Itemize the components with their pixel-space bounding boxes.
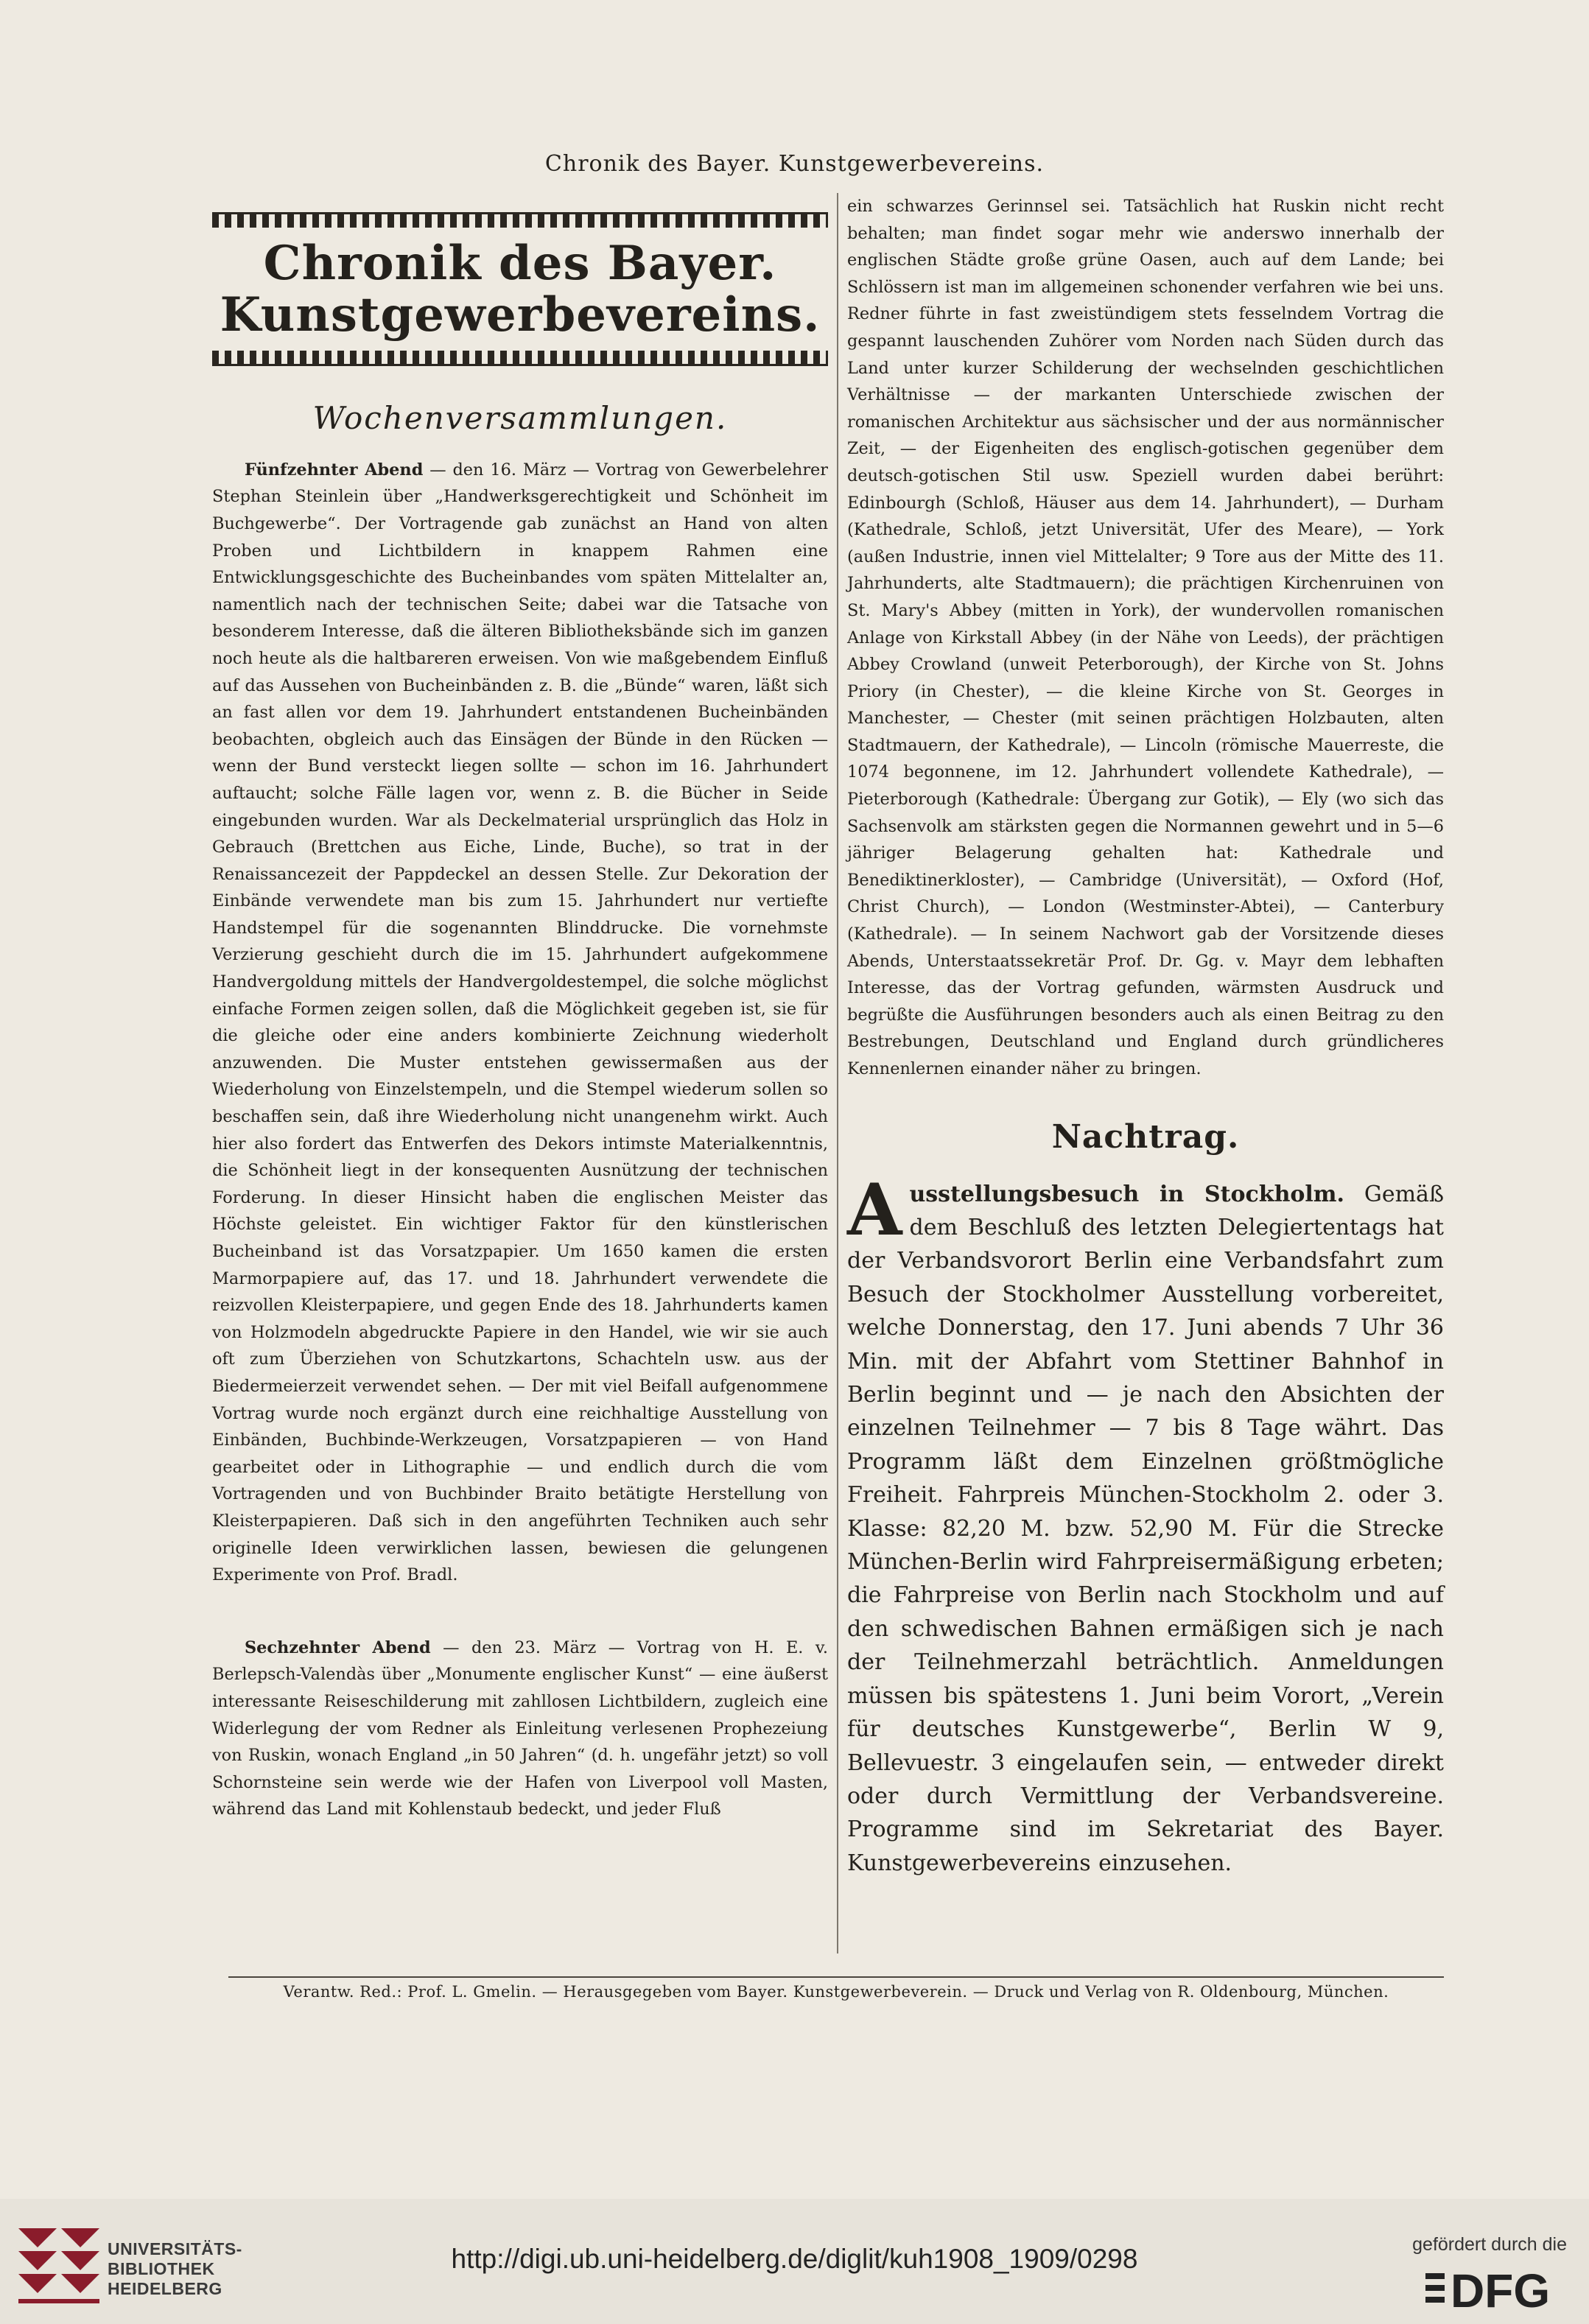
paragraph-nachtrag	[847, 1168, 1444, 1881]
dfg-logo-text: DFG	[1451, 2264, 1551, 2313]
paragraph-continuation: ein schwarzes Gerinnsel sei. Tatsächlich hat Ruskin nicht recht behalten; man findet sogar mehr wie anderswo innerhalb der englischen Städte große grüne Oasen, auch auf dem Lande; bei Schlössern ist man im allgemeinen schonender verfahren wie bei uns. Redner führte in fast zweistündigem stets fesselndem Vortrag die gespannt lauschenden Zuhörer vom Norden nach Süden durch das Land unter kurzer Schilderung der wechselnden geschichtlichen Verhältnisse — der markanten Unterschiede zwischen der romanischen Architektur aus sächsischer und der aus normännischer Zeit, — der Eigenheiten des englisch-gotischen gegenüber dem deutsch-gotischen Stil usw. Speziell wurden dabei berührt: Edinbourgh (Schloß, Häuser aus dem 14. Jahrhundert), — Durham (Kathedrale, Schloß, jetzt Universität, Ufer des Meare), — York (außen Industrie, innen viel Mittelalter; 9 Tore aus der Mitte des 11. Jahrhunderts, alte Stadtmauern); die prächtigen Kirchenruinen von St. Mary's Abbey (mitten in York), der wundervollen romanischen Anlage von Kirkstall Abbey (in der Nähe von Leeds), der prächtigen Abbey Crowland (unweit Peterborough), der Kirche von St. Johns Priory (in Chester), — die kleine Kirche von St. Georges in Manchester, — Chester (mit seinen prächtigen Holzbauten, alten Stadtmauern, der Kathedrale), — Lincoln (römische Mauerreste, die 1074 begonnene, im 12. Jahrhundert vollendete Kathedrale), — Pieterborough (Kathedrale: Übergang zur Gotik), — Ely (wo sich das Sachsenvolk am stärksten gegen die Normannen gewehrt und in 5—6 jähriger Belagerung gehalten hat: Kathedrale und Benediktinerkloster), — Cambridge (Universität), — Oxford (Hof, Christ Church), — London (Westminster-Abtei), — Canterbury (Kathedrale). — In seinem Nachwort gab der Vorsitzende dieses Abends, Unterstaatssekretär Prof. Dr. Gg. v. Mayr dem lebhaften Interesse, das der Vortrag gefunden, wärmsten Ausdruck und begrüßte die Ausführungen besonders auch als einen Beitrag zu den Bestrebungen, Deutschland und England durch gründlicheres Kennenlernen einander näher zu bringen.	[847, 197, 1444, 1078]
paragraph-fifteenth-evening	[212, 457, 828, 1589]
left-column	[212, 212, 828, 1823]
library-line-3: HEIDELBERG	[108, 2279, 222, 2298]
paragraph-lead: usstellungsbesuch in Stockholm.	[909, 1181, 1344, 1207]
paragraph-lead: Sechzehnter Abend	[245, 1637, 431, 1657]
running-head: Chronik des Bayer. Kunstgewerbevereins.	[544, 151, 1045, 177]
library-line-1: UNIVERSITÄTS-	[108, 2239, 242, 2258]
masthead-title: Chronik des Bayer. Kunstgewerbevereins.	[220, 236, 821, 343]
ornament-bottom	[212, 351, 828, 366]
paragraph-body: — den 23. März — Vortrag von H. E. v. Berlepsch-Valendàs über „Monumente englischer Kunst“ — eine äußerst interessante Reiseschilderung mit zahllosen Lichtbildern, zugleich eine Widerlegung der vom Redner als Einleitung verlesenen Prophezeiung von Ruskin, wonach England „in 50 Jahren“ (d. h. ungefähr jetzt) so voll Schornsteine sein werde wie der Hafen von Liverpool voll Masten, während das Land mit Kohlenstaub bedeckt, und jeder Fluß	[212, 1637, 828, 1819]
nachtrag-title: Nachtrag.	[1051, 1117, 1240, 1156]
dfg-logo-icon	[1425, 2263, 1565, 2313]
permalink-url[interactable]: http://digi.ub.uni-heidelberg.de/diglit/kuh1908_1909/0298	[451, 2244, 1138, 2274]
drop-cap: A	[847, 1168, 902, 1251]
paragraph-sixteenth-evening	[212, 1635, 828, 1823]
footer-rule	[228, 1976, 1444, 1978]
library-line-2: BIBLIOTHEK	[108, 2259, 215, 2278]
section-title: Wochenversammlungen.	[312, 399, 728, 436]
paragraph-body: — den 16. März — Vortrag von Gewerbelehrer Stephan Steinlein über „Handwerksgerechtigkeit und Schönheit im Buchgewerbe“. Der Vortragende gab zunächst an Hand von alten Proben und Lichtbildern in knappem Rahmen eine Entwicklungsgeschichte des Bucheinbandes vom späten Mittelalter an, namentlich nach der technischen Seite; dabei war die Tatsache von besonderem Interesse, daß die älteren Bibliotheksbände sich im ganzen noch heute als die haltbareren erweisen. Von wie maßgebendem Einfluß auf das Aussehen von Bucheinbänden z. B. die „Bünde“ waren, läßt sich an fast allen vor dem 19. Jahrhundert entstandenen Bucheinbänden beobachten, obgleich auch das Einsägen der Bünde in den Rücken — wenn der Bund versteckt liegen sollte — schon im 16. Jahrhundert auftaucht; solche Fälle lagen vor, wenn z. B. die Bücher in Seide eingebunden wurden. War als Deckelmaterial ursprünglich das Holz in Gebrauch (Brettchen aus Eiche, Linde, Buche), so trat in der Renaissancezeit der Pappdeckel an dessen Stelle. Zur Dekoration der Einbände verwendete man bis zum 15. Jahrhundert nur vertiefte Handstempel für die sogenannten Blinddrucke. Die vornehmste Verzierung geschieht durch die im 15. Jahrhundert aufgekommene Handvergoldung mittels der Handvergoldestempel, die solche möglichst einfache Formen zeigen sollen, daß die Möglichkeit gegeben ist, sie für die gleiche oder eine anders kombinierte Zeichnung wiederholt anzuwenden. Die Muster entstehen gewissermaßen aus der Wiederholung von Einzelstempeln, und die Stempel wiederum sollen so beschaffen sein, daß ihre Wiederholung nicht unangenehm wirkt. Auch hier also fordert das Entwerfen des Dekors intimste Materialkenntnis, die Schönheit liegt in der konsequenten Ausnützung der technischen Forderung. In dieser Hinsicht haben die englischen Meister das Höchste geleistet. Ein wichtiger Faktor für den künstlerischen Bucheinband ist das Vorsatzpapier. Um 1650 kamen die ersten Marmorpapiere auf, das 17. und 18. Jahrhundert verwendete die reizvollen Kleisterpapiere, und gegen Ende des 18. Jahrhunderts kamen von Holzmodeln abgedruckte Papiere in den Handel, wie wir sie auch oft zum Überziehen von Schutzkartons, Schachteln usw. aus der Biedermeierzeit verwendet sehen. — Der mit viel Beifall aufgenommene Vortrag wurde noch ergänzt durch eine reichhaltige Ausstellung von Einbänden, Buchbinde-Werkzeugen, Vorsatzpapieren — von Hand gearbeitet oder in Lithographie — und endlich durch die vom Vortragenden und von Buchbinder Braito betätigte Herstellung von Kleisterpapieren. Daß sich in den angeführten Techniken auch sehr originelle Ideen verwirklichen lassen, bewiesen die gelungenen Experimente von Prof. Bradl.	[212, 460, 829, 1585]
right-column	[847, 193, 1444, 1880]
column-divider	[837, 193, 838, 1953]
paragraph-lead: Fünfzehnter Abend	[245, 460, 424, 480]
ornament-top	[212, 212, 828, 228]
funder-caption: gefördert durch die	[1412, 2234, 1567, 2255]
imprint-footer: Verantw. Red.: Prof. L. Gmelin. — Herausgegeben vom Bayer. Kunstgewerbeverein. — Druck und Verlag von R. Oldenbourg, München.	[283, 1983, 1389, 2001]
paragraph-body: Gemäß dem Beschluß des letzten Delegiertentags hat der Verbandsvorort Berlin eine Verbandsfahrt zum Besuch der Stockholmer Ausstellung vorbereitet, welche Donnerstag, den 17. Juni abends 7 Uhr 36 Min. mit der Abfahrt vom Stettiner Bahnhof in Berlin beginnt und — je nach den Absichten der einzelnen Teilnehmer — 7 bis 8 Tage währt. Das Programm läßt dem Einzelnen größtmögliche Freiheit. Fahrpreis München-Stockholm 2. oder 3. Klasse: 82,20 M. bzw. 52,90 M. Für die Strecke München-Berlin wird Fahrpreisermäßigung erbeten; die Fahrpreise von Berlin nach Stockholm und auf den schwedischen Bahnen ermäßigen sich je nach der Teilnehmerzahl beträchtlich. Anmeldungen müssen bis spätestens 1. Juni beim Vorort, „Verein für deutsches Kunstgewerbe“, Berlin W 9, Bellevuestr. 3 eingelaufen sein, — entweder direkt oder durch Vermittlung der Verbandsvereine. Programme sind im Sekretariat des Bayer. Kunstgewerbevereins einzusehen.	[847, 1181, 1444, 1876]
